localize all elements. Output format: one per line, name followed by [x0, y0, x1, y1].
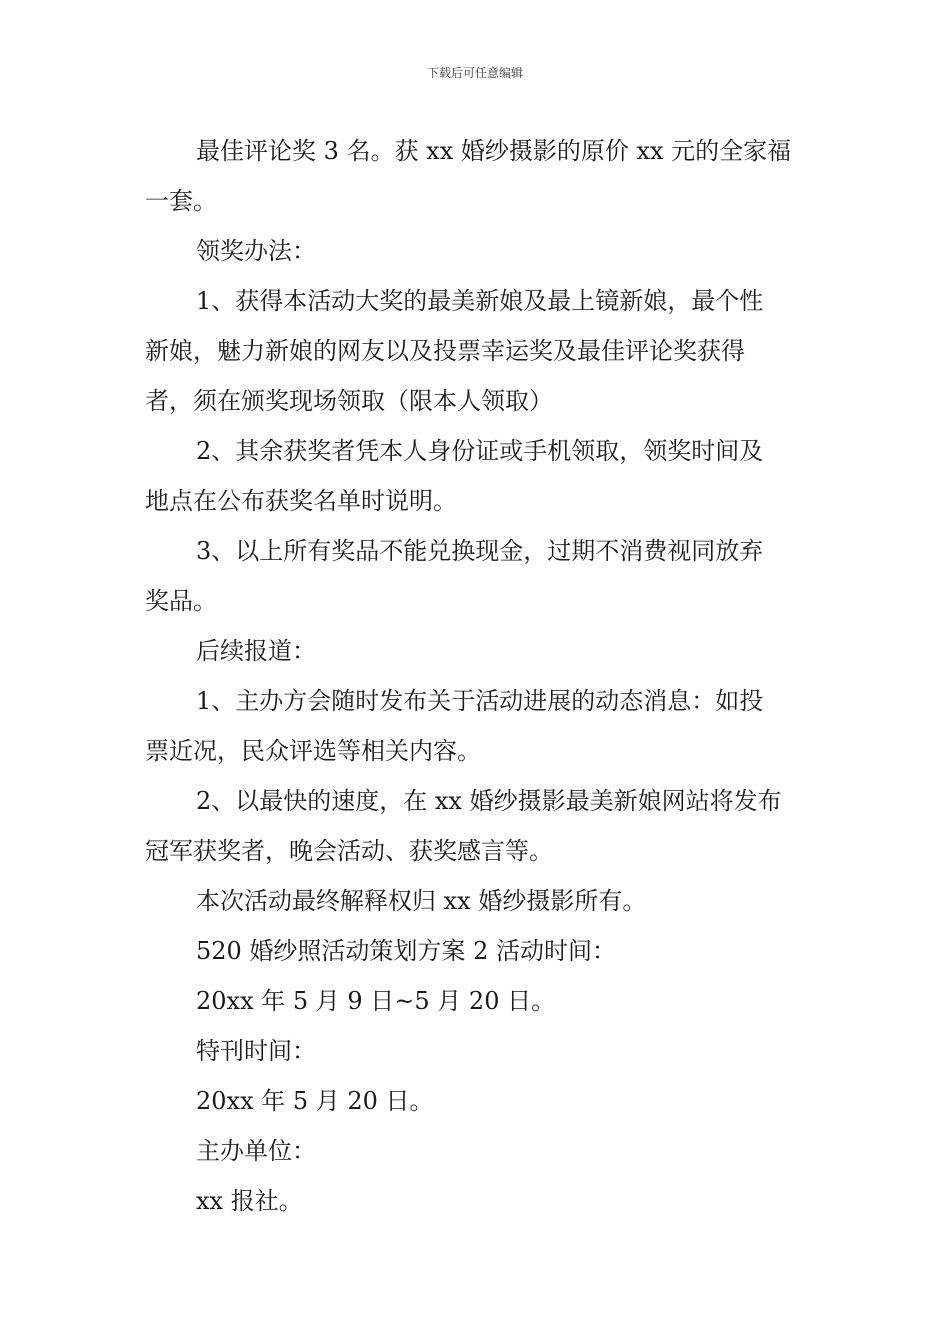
paragraph-interpretation-right [145, 876, 807, 926]
text-line: 最佳评论奖 3 名。获 xx 婚纱摄影的原价 xx 元的全家福 [196, 137, 792, 165]
section-heading-prize-claim [145, 226, 807, 276]
text-line: 20xx 年 5 月 9 日~5 月 20 日。 [196, 987, 556, 1015]
text-line: 3、以上所有奖品不能兑换现金，过期不消费视同放弃 [196, 537, 764, 565]
text-line: 2、以最快的速度，在 xx 婚纱摄影最美新娘网站将发布 [196, 787, 782, 815]
text-line: 520 婚纱照活动策划方案 2 活动时间： [196, 937, 616, 965]
document-body [145, 126, 807, 1226]
text-line: 1、获得本活动大奖的最美新娘及最上镜新娘，最个性 [196, 287, 764, 315]
paragraph-follow-up-2 [145, 776, 807, 876]
paragraph-claim-rule-3 [145, 526, 807, 626]
paragraph-follow-up-1 [145, 676, 807, 776]
page-header: 下载后可任意编辑 [426, 66, 523, 80]
text-line: 奖品。 [145, 587, 217, 615]
paragraph-claim-rule-2 [145, 426, 807, 526]
text-line: 1、主办方会随时发布关于活动进展的动态消息：如投 [196, 687, 764, 715]
text-line: 2、其余获奖者凭本人身份证或手机领取，领奖时间及 [196, 437, 764, 465]
text-line: 地点在公布获奖名单时说明。 [145, 487, 457, 515]
text-line: 20xx 年 5 月 20 日。 [196, 1087, 434, 1115]
text-line: xx 报社。 [196, 1187, 303, 1215]
text-line: 后续报道： [196, 637, 316, 665]
text-line: 特刊时间： [196, 1037, 316, 1065]
text-line: 者，须在颁奖现场领取（限本人领取） [145, 387, 553, 415]
paragraph-activity-dates [145, 976, 807, 1026]
section-heading-special-issue-time [145, 1026, 807, 1076]
text-line: 冠军获奖者，晚会活动、获奖感言等。 [145, 837, 553, 865]
paragraph-organizer-name [145, 1176, 807, 1226]
text-line: 主办单位： [196, 1137, 316, 1165]
text-line: 票近况，民众评选等相关内容。 [145, 737, 481, 765]
text-line: 领奖办法： [196, 237, 316, 265]
text-line: 一套。 [145, 187, 217, 215]
text-line: 本次活动最终解释权归 xx 婚纱摄影所有。 [196, 887, 647, 915]
paragraph-claim-rule-1 [145, 276, 807, 426]
section-heading-follow-up [145, 626, 807, 676]
section-heading-organizer [145, 1126, 807, 1176]
paragraph-best-comment-award [145, 126, 807, 226]
text-line: 新娘，魅力新娘的网友以及投票幸运奖及最佳评论奖获得 [145, 337, 745, 365]
paragraph-special-issue-date [145, 1076, 807, 1126]
paragraph-plan-2-time-heading [145, 926, 807, 976]
